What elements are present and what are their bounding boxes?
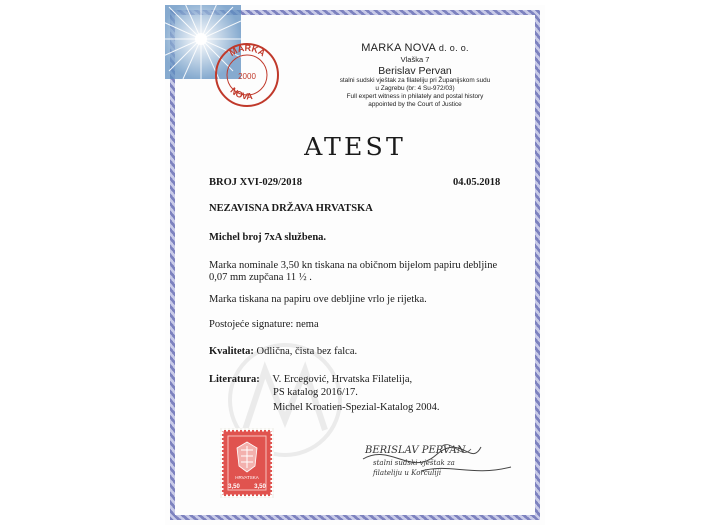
literature-item-1: V. Ercegović, Hrvatska Filatelija, [272, 374, 413, 385]
signature-name: BERISLAV PERVAN [365, 445, 466, 456]
expert-title-hr: stalni sudski vještak za filateliju pri Županijskom sudu [339, 77, 491, 84]
description-line-2: 0,07 mm zupčana 11 ½ . [209, 272, 312, 283]
company-suffix: d. o. o. [438, 43, 469, 53]
certificate-date: 04.05.2018 [453, 177, 501, 188]
company-line [305, 42, 525, 54]
literature-item-3: Michel Kroatien-Spezial-Katalog 2004. [273, 402, 440, 413]
expert-name: Berislav Pervan [378, 65, 452, 77]
signature-line-2: filateliju u Korčuliji [373, 469, 442, 477]
michel-number: Michel broj 7xA službena. [209, 232, 327, 243]
seal-left-text: NOVA [228, 85, 254, 102]
expert-title-en: Full expert witness in philately and postal history [346, 93, 484, 100]
stamp-country: HRVATSKA [235, 475, 259, 480]
quality-value: Odlična, čista bez falca. [256, 346, 358, 357]
stamp-value-right: 3,50 [254, 484, 266, 490]
company-street: Vlaška 7 [400, 55, 430, 64]
stamp-description [209, 260, 497, 284]
signature-line-1: stalni sudski vještak za [373, 459, 455, 467]
existing-signatures: Postojeće signature: nema [209, 319, 319, 330]
certificate-number: BROJ XVI-029/2018 [209, 177, 303, 188]
description-line-1: Marka nominale 3,50 kn tiskana na običnom bijelom papiru debljine [209, 260, 498, 271]
literature-item-2: PS katalog 2016/17. [273, 387, 358, 398]
seal-top-text: MARKA [227, 42, 268, 59]
literature-label: Literatura: [209, 374, 260, 385]
certificate-page [165, 5, 545, 525]
expert-signature-stamp [361, 437, 521, 501]
expert-court-hr: u Zagrebu (br: 4 Su-972/03) [375, 85, 455, 92]
postage-stamp-image [220, 428, 274, 498]
country-heading: NEZAVISNA DRŽAVA HRVATSKA [209, 203, 373, 214]
expert-court-en: appointed by the Court of Justice [368, 101, 462, 108]
issuer-header [305, 42, 525, 109]
marka-nova-seal [213, 41, 281, 109]
company-name: MARKA NOVA [361, 42, 436, 54]
svg-text:MARKA [228, 43, 268, 59]
seal-year: 2000 [238, 72, 256, 81]
quality-label: Kvaliteta: [209, 346, 254, 357]
stamp-value-left: 3,50 [228, 484, 240, 490]
rarity-note: Marka tiskana na papiru ove debljine vrlo je rijetka. [209, 294, 427, 305]
document-title: ATEST [304, 133, 406, 161]
